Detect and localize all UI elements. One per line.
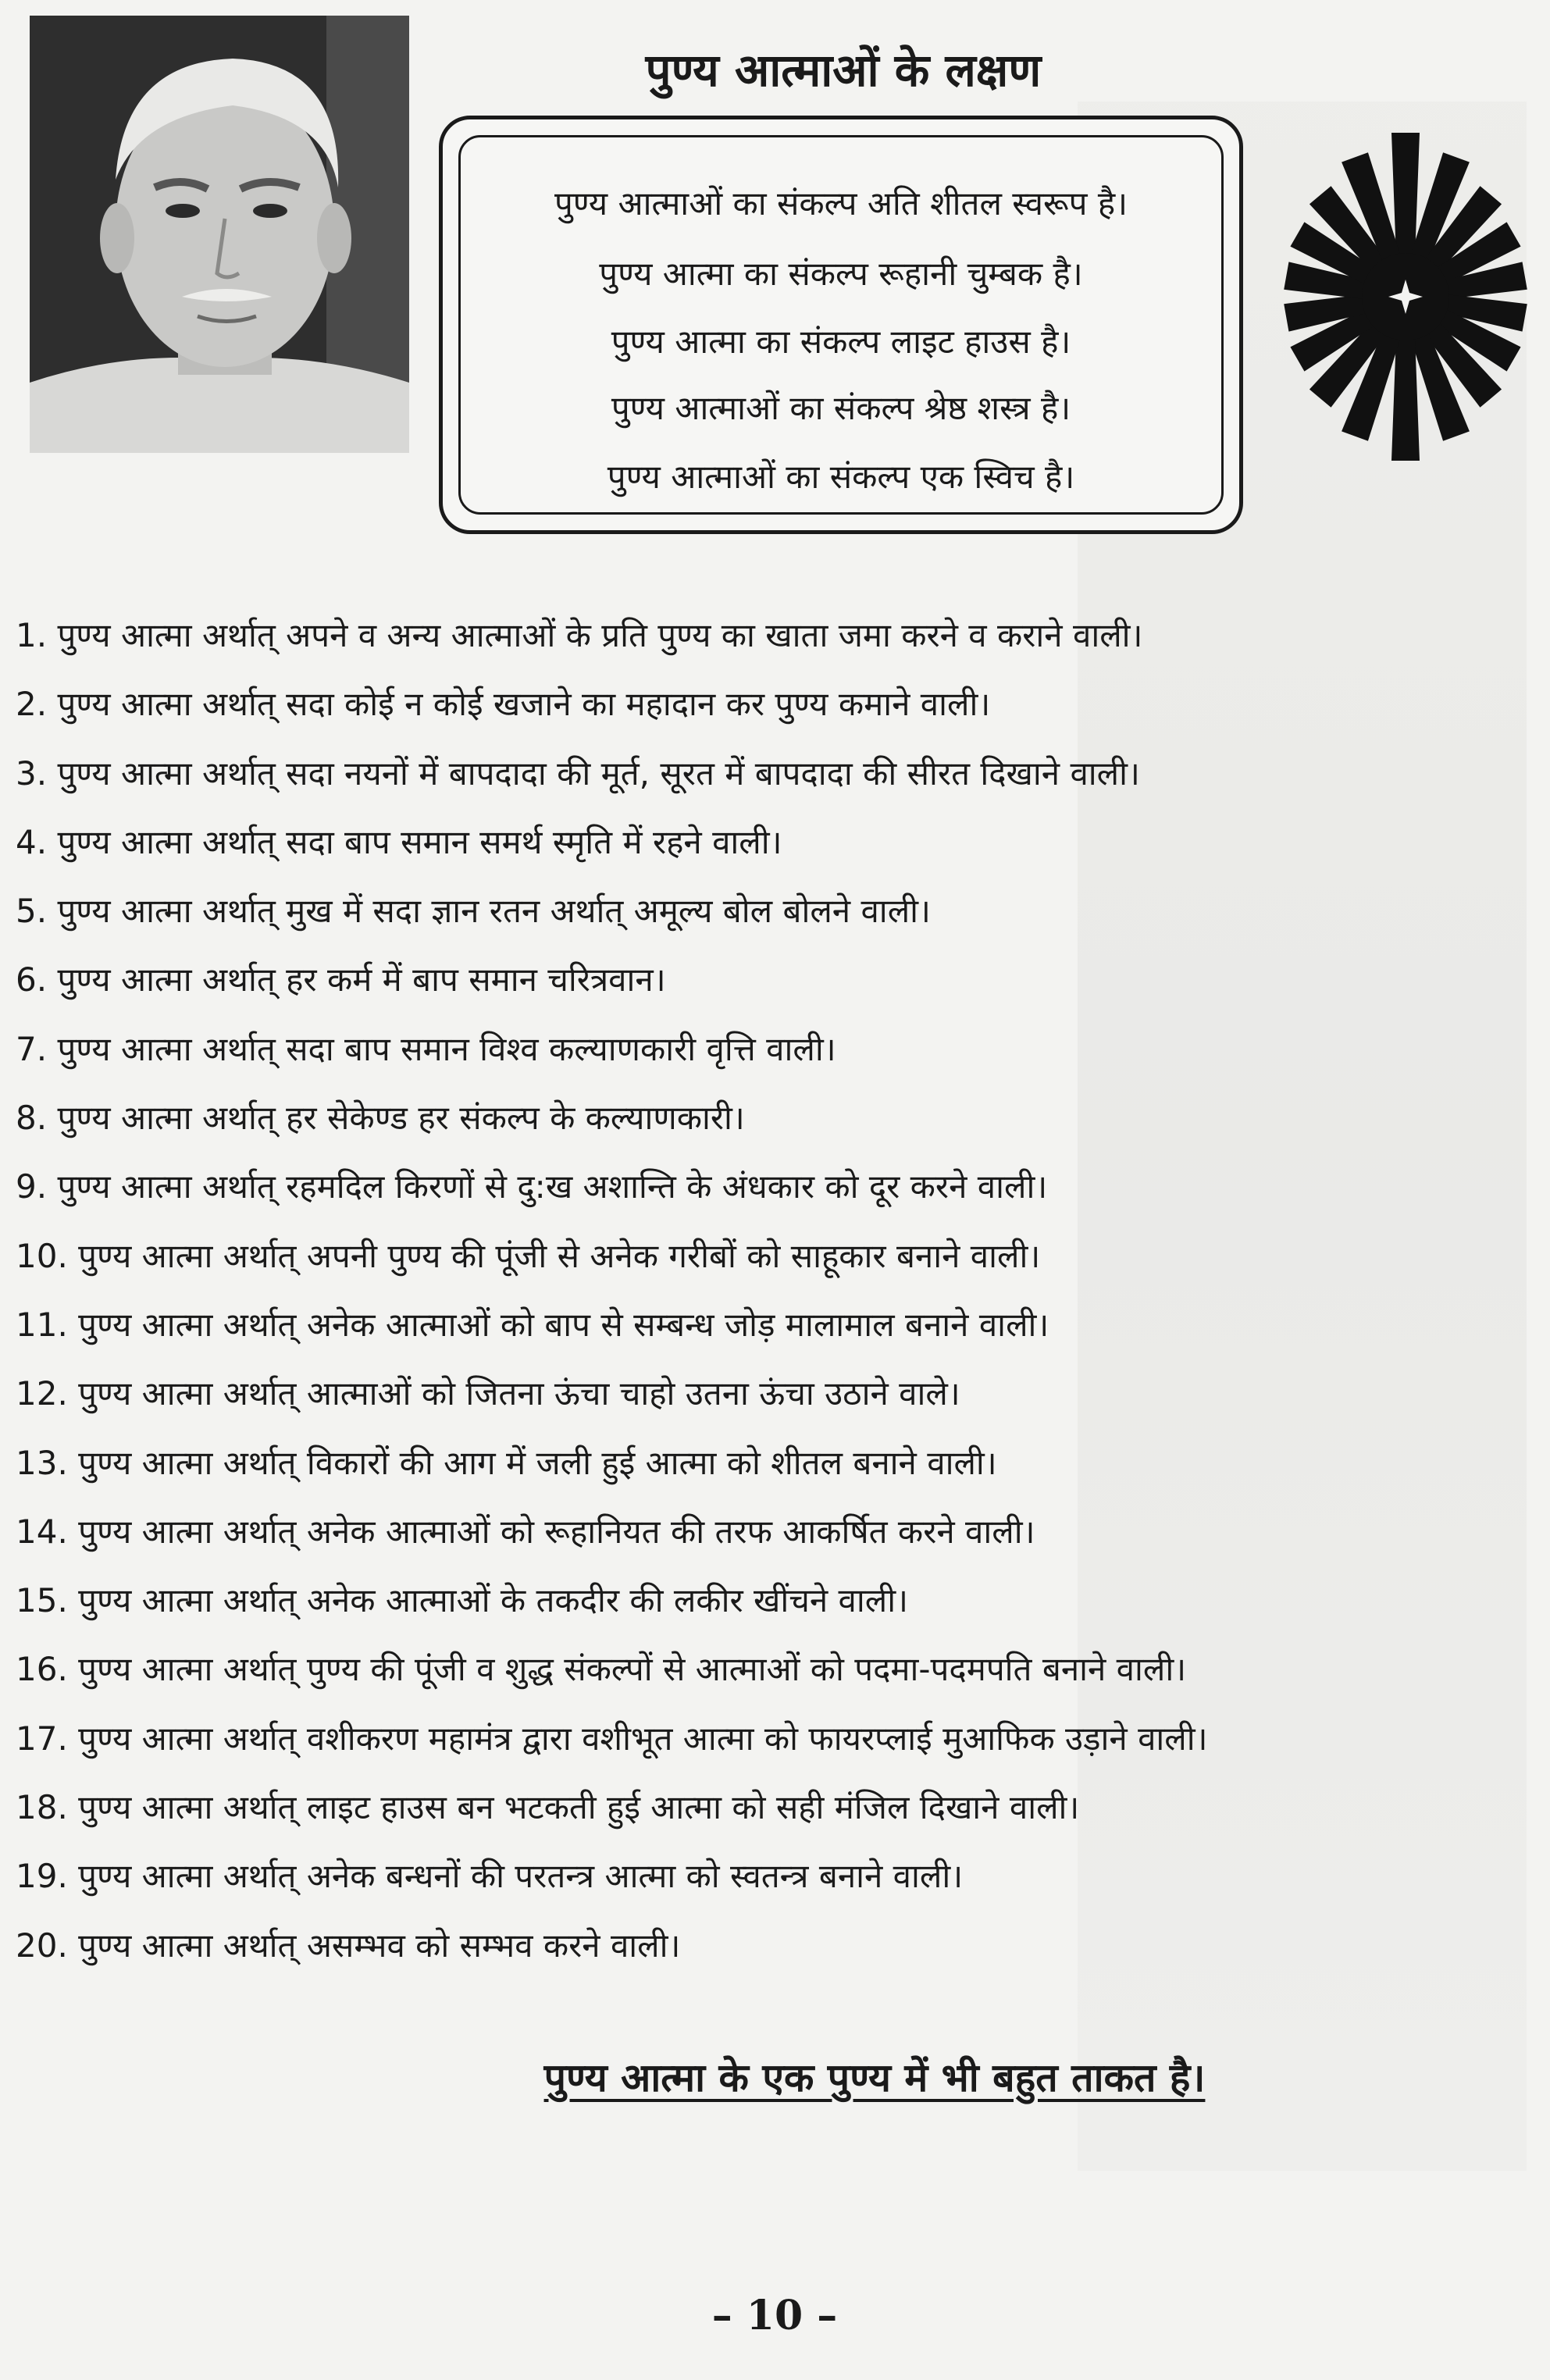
list-item — [16, 946, 1523, 1014]
list-item-number: 4. — [16, 822, 48, 861]
list-item-number: 16. — [16, 1650, 68, 1689]
list-item — [16, 739, 1523, 808]
page-title: पुण्य आत्माओं के लक्षण — [645, 44, 1042, 97]
list-item-number: 12. — [16, 1374, 68, 1413]
list-item-text: पुण्य आत्मा अर्थात् मुख में सदा ज्ञान रतन अर्थात् अमूल्य बोल बोलने वाली। — [57, 892, 931, 931]
list-item — [16, 601, 1523, 670]
list-item-text: पुण्य आत्मा अर्थात् अनेक बन्धनों की परतन्त्र आत्मा को स्वतन्त्र बनाने वाली। — [78, 1857, 964, 1896]
list-item-text: पुण्य आत्मा अर्थात् रहमदिल किरणों से दु:ख अशान्ति के अंधकार को दूर करने वाली। — [57, 1167, 1048, 1206]
list-item — [16, 877, 1523, 946]
list-item-number: 1. — [16, 616, 48, 654]
list-item-text: पुण्य आत्मा अर्थात् हर कर्म में बाप समान चरित्रवान। — [57, 960, 666, 999]
list-item — [16, 1015, 1523, 1084]
list-item-number: 15. — [16, 1581, 68, 1620]
list-item-text: पुण्य आत्मा अर्थात् सदा बाप समान समर्थ स्मृति में रहने वाली। — [57, 822, 782, 861]
list-item-text: पुण्य आत्मा अर्थात् विकारों की आग में जली हुई आत्मा को शीतल बनाने वाली। — [78, 1443, 997, 1482]
list-item-number: 11. — [16, 1305, 68, 1344]
list-item-number: 10. — [16, 1236, 68, 1275]
list-item-text: पुण्य आत्मा अर्थात् असम्भव को सम्भव करने वाली। — [78, 1926, 681, 1965]
list-item — [16, 1635, 1523, 1704]
list-item-text: पुण्य आत्मा अर्थात् हर सेकेण्ड हर संकल्प के कल्याणकारी। — [57, 1099, 745, 1138]
quote-line: पुण्य आत्माओं का संकल्प श्रेष्ठ शस्त्र है। — [611, 389, 1071, 427]
list-item — [16, 1566, 1523, 1635]
list-item — [16, 1084, 1523, 1153]
portrait-photo — [30, 16, 409, 453]
list-item-text: पुण्य आत्मा अर्थात् अनेक आत्माओं को बाप से सम्बन्ध जोड़ मालामाल बनाने वाली। — [78, 1305, 1049, 1344]
list-item-number: 3. — [16, 754, 48, 793]
list-item-number: 8. — [16, 1099, 48, 1138]
quote-line: पुण्य आत्माओं का संकल्प अति शीतल स्वरूप है। — [554, 184, 1128, 223]
list-item-text: पुण्य आत्मा अर्थात् सदा कोई न कोई खजाने का महादान कर पुण्य कमाने वाली। — [57, 685, 991, 724]
quote-line: पुण्य आत्मा का संकल्प रूहानी चुम्बक है। — [599, 255, 1083, 293]
quote-line: पुण्य आत्माओं का संकल्प एक स्विच है। — [607, 458, 1075, 496]
closing-statement — [328, 2050, 1421, 2103]
list-item-number: 9. — [16, 1167, 48, 1206]
list-item-text: पुण्य आत्मा अर्थात् आत्माओं को जितना ऊंचा चाहो उतना ऊंचा उठाने वाले। — [78, 1374, 960, 1413]
list-item — [16, 1153, 1523, 1221]
closing-statement-text: पुण्य आत्मा के एक पुण्य में भी बहुत ताकत है। — [543, 2055, 1206, 2100]
list-item-number: 19. — [16, 1857, 68, 1896]
list-item — [16, 1773, 1523, 1842]
list-item-text: पुण्य आत्मा अर्थात् सदा बाप समान विश्व कल्याणकारी वृत्ति वाली। — [57, 1029, 836, 1068]
list-item-text: पुण्य आत्मा अर्थात् अनेक आत्माओं के तकदीर की लकीर खींचने वाली। — [78, 1581, 909, 1620]
list-item-number: 20. — [16, 1926, 68, 1965]
list-item — [16, 1291, 1523, 1359]
qualities-list — [16, 601, 1523, 1980]
list-item — [16, 1842, 1523, 1911]
list-item-text: पुण्य आत्मा अर्थात् अनेक आत्माओं को रूहानियत की तरफ आकर्षित करने वाली। — [78, 1512, 1035, 1551]
list-item-number: 6. — [16, 960, 48, 999]
list-item-text: पुण्य आत्मा अर्थात् लाइट हाउस बन भटकती हुई आत्मा को सही मंजिल दिखाने वाली। — [78, 1788, 1080, 1827]
list-item — [16, 670, 1523, 739]
list-item-number: 18. — [16, 1788, 68, 1827]
list-item — [16, 1705, 1523, 1773]
page-number: – 10 – — [711, 2292, 838, 2339]
quote-box — [439, 116, 1243, 534]
list-item-number: 7. — [16, 1029, 48, 1068]
list-item — [16, 1911, 1523, 1980]
list-item-number: 2. — [16, 685, 48, 724]
list-item-text: पुण्य आत्मा अर्थात् वशीकरण महामंत्र द्वारा वशीभूत आत्मा को फायरप्लाई मुआफिक उड़ाने वाली। — [78, 1719, 1208, 1758]
list-item — [16, 1359, 1523, 1428]
list-item-text: पुण्य आत्मा अर्थात् सदा नयनों में बापदादा की मूर्त, सूरत में बापदादा की सीरत दिखाने वाली। — [57, 754, 1140, 793]
sun-logo-icon — [1281, 133, 1530, 461]
list-item-text: पुण्य आत्मा अर्थात् अपनी पुण्य की पूंजी से अनेक गरीबों को साहूकार बनाने वाली। — [78, 1236, 1041, 1275]
list-item-text: पुण्य आत्मा अर्थात् अपने व अन्य आत्माओं के प्रति पुण्य का खाता जमा करने व कराने वाली। — [57, 616, 1143, 654]
list-item-text: पुण्य आत्मा अर्थात् पुण्य की पूंजी व शुद्ध संकल्पों से आत्माओं को पदमा-पदमपति बनाने वाली। — [78, 1650, 1187, 1689]
list-item — [16, 1429, 1523, 1498]
list-item — [16, 1222, 1523, 1291]
list-item-number: 17. — [16, 1719, 68, 1758]
list-item-number: 5. — [16, 892, 48, 931]
quote-line: पुण्य आत्मा का संकल्प लाइट हाउस है। — [611, 322, 1071, 361]
list-item-number: 13. — [16, 1443, 68, 1482]
list-item-number: 14. — [16, 1512, 68, 1551]
list-item — [16, 808, 1523, 877]
list-item — [16, 1498, 1523, 1566]
